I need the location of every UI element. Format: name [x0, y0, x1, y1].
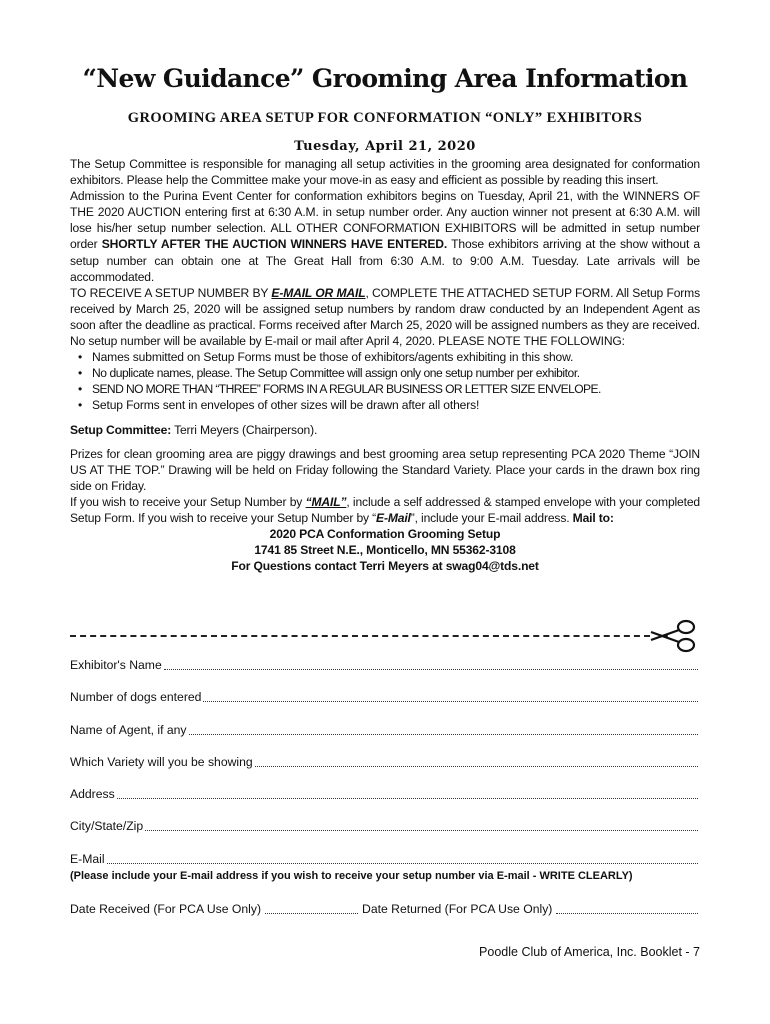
page-subtitle: GROOMING AREA SETUP FOR CONFORMATION “ONLY” EXHIBITORS	[127, 110, 643, 126]
event-date: Tuesday, April 21, 2020	[294, 139, 476, 154]
email-emphasis: E-Mail	[376, 510, 411, 525]
email-label: E-Mail	[70, 851, 105, 866]
setup-number-text-end: , COMPLETE THE ATTACHED SETUP FORM. All Setup Forms received by March 25, 2020 will be assigned setup numbers by random draw conducted by an Independent Agent as soon after the deadline as practical. Forms received after March 25, 2020 will be assigned numbers as they are received. No setup number will be available by E-mail or mail after April 4, 2020. PLEASE NOTE THE FOLLOWING:	[70, 285, 700, 349]
variety-field[interactable]	[255, 755, 698, 767]
cut-line	[70, 621, 655, 651]
mail-to-label: Mail to:	[572, 510, 614, 525]
page-footer: Poodle Club of America, Inc. Booklet - 7	[479, 945, 700, 959]
setup-number-text: TO RECEIVE A SETUP NUMBER BY	[70, 285, 272, 300]
city-state-zip-label: City/State/Zip	[70, 819, 144, 834]
form-row-exhibitor-name	[70, 658, 698, 690]
receive-text: If you wish to receive your Setup Number by	[70, 494, 306, 509]
pca-use-dates	[70, 902, 698, 916]
email-note: (Please include your E-mail address if you wish to receive your setup number via E-mail - WRITE CLEARLY)	[70, 870, 633, 882]
receive-paragraph	[70, 494, 700, 526]
notes-list	[70, 349, 700, 413]
dashed-divider	[70, 635, 650, 637]
dogs-entered-field[interactable]	[203, 690, 698, 702]
city-state-zip-field[interactable]	[145, 819, 698, 831]
date-returned-field[interactable]	[556, 902, 698, 914]
date-returned-label: Date Returned (For PCA Use Only)	[362, 902, 553, 916]
form-row-dogs-entered	[70, 690, 698, 722]
address-field[interactable]	[117, 787, 698, 799]
exhibitor-name-label: Exhibitor's Name	[70, 658, 162, 672]
receive-text-end: ”, include your E-mail address.	[410, 510, 573, 525]
list-item: • Setup Forms sent in envelopes of other sizes will be drawn after all others!	[78, 397, 700, 413]
committee-line	[70, 422, 700, 438]
list-item: • Names submitted on Setup Forms must be those of exhibitors/agents exhibiting in this show.	[78, 349, 700, 365]
agent-label: Name of Agent, if any	[70, 722, 187, 737]
list-item: • No duplicate names, please. The Setup Committee will assign only one setup number per exhibitor.	[78, 365, 700, 381]
form-row-agent	[70, 723, 698, 755]
exhibitor-name-field[interactable]	[164, 658, 698, 670]
setup-number-paragraph	[70, 285, 700, 349]
form-row-city-state-zip	[70, 819, 698, 851]
email-field[interactable]	[107, 852, 698, 864]
admission-text-end: Those exhibitors arriving at the show without a setup number can obtain one at The Great Hall from 6:30 A.M. to 9:00 A.M. Tuesday. Late arrivals will be accommodated.	[70, 237, 700, 284]
contact-line: For Questions contact Terri Meyers at swag04@tds.net	[231, 559, 539, 574]
mail-address-line-1: 2020 PCA Conformation Grooming Setup	[269, 527, 501, 542]
email-or-mail-emphasis: E-MAIL OR MAIL	[271, 285, 366, 300]
committee-label: Setup Committee:	[70, 422, 172, 437]
date-received-field[interactable]	[265, 902, 358, 914]
admission-text: Admission to the Purina Event Center for conformation exhibitors begins on Tuesday, April 21, with the WINNERS OF THE 2020 AUCTION entering first at 6:30 A.M. in setup number order. Any auction winner not present at 6:30 A.M. will lose his/her setup number selection. ALL OTHER CONFORMATION EXHIBITORS will be admitted in setup number order	[70, 189, 700, 252]
admission-paragraph	[70, 188, 700, 285]
date-received-label: Date Received (For PCA Use Only)	[70, 902, 262, 916]
mail-emphasis: “MAIL”	[305, 494, 347, 509]
scissors-icon	[648, 619, 698, 653]
address-label: Address	[70, 787, 115, 802]
committee-value: Terri Meyers (Chairperson).	[171, 422, 318, 437]
form-row-variety	[70, 755, 698, 787]
setup-form	[70, 658, 698, 884]
prizes-paragraph: Prizes for clean grooming area are piggy drawings and best grooming area setup representing PCA 2020 Theme “JOIN US AT THE TOP.” Drawing will be held on Friday following the Standard Variety. Place your cards in the drawn box ring side on Friday.	[70, 446, 700, 493]
instructions-body	[70, 156, 700, 574]
admission-emphasis: SHORTLY AFTER THE AUCTION WINNERS HAVE ENTERED.	[101, 237, 448, 252]
page-title: “New Guidance” Grooming Area Information	[82, 64, 688, 93]
receive-text-mid: , include a self addressed & stamped envelope with your completed Setup Form. If you wish to receive your Setup Number by “	[70, 494, 700, 525]
agent-field[interactable]	[189, 723, 698, 735]
variety-label: Which Variety will you be showing	[70, 754, 253, 769]
intro-paragraph: The Setup Committee is responsible for managing all setup activities in the grooming area designated for conformation exhibitors. Please help the Committee make your move-in as easy and efficient as possible by reading this insert.	[70, 157, 700, 188]
form-row-address	[70, 787, 698, 819]
dogs-entered-label: Number of dogs entered	[70, 690, 202, 705]
mail-address-line-2: 1741 85 Street N.E., Monticello, MN 55362-3108	[254, 543, 516, 558]
list-item: • SEND NO MORE THAN “THREE” FORMS IN A REGULAR BUSINESS OR LETTER SIZE ENVELOPE.	[78, 381, 700, 397]
